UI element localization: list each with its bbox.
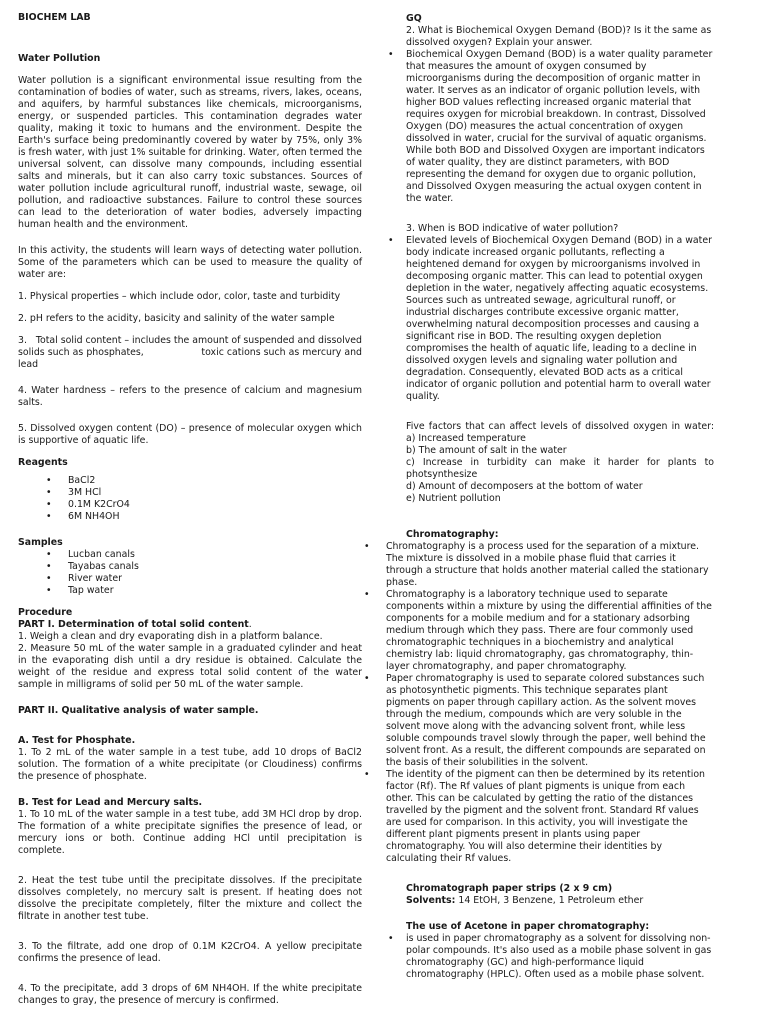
right-column (384, 13, 714, 981)
testB-step-2: 2. Heat the test tube until the precipitate dissolves. If the precipitate dissolves completely, no mercury salt is present. If heating does not dissolve the precipitate completely, filter the mixture and collect the filtrate in another test tube. (18, 875, 362, 922)
testB-title: B. Test for Lead and Mercury salts. (18, 797, 203, 808)
chromatography-title: Chromatography: (406, 529, 499, 540)
list-item: • The identity of the pigment can then be determined by its retention factor (Rf). The Rf values of plant pigments is unique from each other. This can be calculated by getting the ratio of the distances travelled by the pigment and the solvent front. Standard Rf values are used for comparison. In this activity, you will investigate the different plant pigments present in plants using paper chromatography. You will also determine their identities by calculating their Rf values. (364, 769, 714, 865)
list-item: • 3M HCl (18, 487, 362, 499)
testA-text: 1. To 2 mL of the water sample in a test tube, add 10 drops of BaCl2 solution. The formation of a white precipitate (or Cloudiness) confirms the presence of phosphate. (18, 747, 362, 782)
part2-title: PART II. Qualitative analysis of water sample. (18, 705, 259, 716)
list-item: • 6M NH4OH (18, 511, 362, 523)
part1-step-2: 2. Measure 50 mL of the water sample in a graduated cylinder and heat in the evaporating dish until a dry residue is obtained. Calculate the weight of the residue and express total solid content of the water sample in milligrams of solid per 50 mL of the water sample. (18, 643, 362, 690)
testB-step-4: 4. To the precipitate, add 3 drops of 6M NH4OH. If the white precipitate changes to gray, the presence of mercury is confirmed. (18, 983, 362, 1006)
left-column (18, 12, 365, 1007)
factor-e: e) Nutrient pollution (406, 493, 501, 504)
param-4: 4. Water hardness – refers to the presence of calcium and magnesium salts. (18, 385, 362, 408)
gq-title: GQ (406, 13, 422, 24)
chromatography-list (384, 541, 714, 865)
list-item: • Tayabas canals (18, 561, 362, 573)
doc-title: BIOCHEM LAB (18, 12, 91, 23)
part1-title: PART I. Determination of total solid content (18, 619, 249, 630)
answer-2-list (384, 49, 714, 205)
list-item: • Paper chromatography is used to separate colored substances such as photosynthetic pigments. This technique separates plant pigments on paper through capillary action. As the solvent moves through the medium, compounds which are very soluble in the solvent move along with the advancing solvent front, while less soluble compounds travel slowly through the paper, well behind the solvent front. As a result, the different compounds are separated on the basis of their solubilities in the solvent. (364, 673, 714, 769)
factor-b: b) The amount of salt in the water (406, 445, 567, 456)
acetone-list (384, 933, 714, 981)
samples-list (18, 549, 362, 597)
testB-step-1: 1. To 10 mL of the water sample in a test tube, add 3M HCl drop by drop. The formation of a white precipitate signifies the presence of lead, or mercury ions or both. Continue adding HCl until precipitation is complete. (18, 809, 362, 856)
solvents-label: Solvents: (406, 895, 456, 906)
param-2: 2. pH refers to the acidity, basicity and salinity of the water sample (18, 313, 335, 324)
param-5: 5. Dissolved oxygen content (DO) – presence of molecular oxygen which is supportive of aquatic life. (18, 423, 362, 446)
solvents-line (384, 895, 714, 907)
factor-d: d) Amount of decomposers at the bottom of water (406, 481, 643, 492)
strips-title: Chromatograph paper strips (2 x 9 cm) (406, 883, 613, 894)
factors-intro: Five factors that can affect levels of dissolved oxygen in water: a) Increased temperature (406, 421, 714, 444)
solvents-value: 14 EtOH, 3 Benzene, 1 Petroleum ether (455, 895, 644, 906)
activity-paragraph: In this activity, the students will learn ways of detecting water pollution. Some of the parameters which can be used to measure the quality of water are: (18, 245, 362, 280)
section-title: Water Pollution (18, 53, 101, 64)
reagents-list (18, 475, 362, 523)
question-3: 3. When is BOD indicative of water pollution? (406, 223, 619, 234)
part1-step-1: 1. Weigh a clean and dry evaporating dish in a platform balance. (18, 631, 323, 642)
list-item: • Lucban canals (18, 549, 362, 561)
acetone-title: The use of Acetone in paper chromatography: (406, 921, 650, 932)
answer-3-list (384, 235, 714, 403)
testB-step-3: 3. To the filtrate, add one drop of 0.1M K2CrO4. A yellow precipitate confirms the presence of lead. (18, 941, 362, 964)
list-item: • 0.1M K2CrO4 (18, 499, 362, 511)
factor-c: c) Increase in turbidity can make it harder for plants to photsynthesize (406, 457, 714, 480)
list-item: • River water (18, 573, 362, 585)
list-item: • Chromatography is a laboratory technique used to separate components within a mixture by using the differential affinities of the components for a mobile medium and for a stationary adsorbing medium through which they pass. There are four commonly used chromatographic techniques in a biochemistry and analytical chemistry lab: liquid chromatography, gas chromatography, thin-layer chromatography, and paper chromatography. (364, 589, 714, 673)
list-item: • BaCl2 (18, 475, 362, 487)
list-item: • Tap water (18, 585, 362, 597)
part1-dot: . (248, 619, 252, 630)
list-item: • Chromatography is a process used for the separation of a mixture. The mixture is dissolved in a mobile phase fluid that carries it through a structure that holds another material called the stationary phase. (364, 541, 714, 589)
acetone-bullet: • is used in paper chromatography as a solvent for dissolving non-polar compounds. It's also used as a mobile phase solvent in gas chromatography (GC) and high-performance liquid chromatography (HPLC). Often used as a mobile phase solvent. (384, 933, 714, 981)
reagents-title: Reagents (18, 457, 68, 468)
intro-paragraph: Water pollution is a significant environmental issue resulting from the contamination of bodies of water, such as streams, rivers, lakes, oceans, and aquifers, by harmful substances like chemicals, microorganisms, energy, or suspended particles. This contamination degrades water quality, making it toxic to humans and the environment. Despite the Earth's surface being predominantly covered by water by 75%, only 3% is fresh water, with just 1% suitable for drinking. Water, often termed the universal solvent, can dissolve many compounds, including essential salts and minerals, but it can also carry toxic substances. Sources of water pollution include agricultural runoff, industrial waste, sewage, oil pollution, and radioactive substances. Failure to control these sources can lead to the deterioration of water bodies, adversely impacting human health and the environment. (18, 75, 362, 230)
param-1: 1. Physical properties – which include odor, color, taste and turbidity (18, 291, 341, 302)
answer-3: • Elevated levels of Biochemical Oxygen Demand (BOD) in a water body indicate increased organic pollutants, reflecting a heightened demand for oxygen by microorganisms involved in decomposing organic matter. This can lead to potential oxygen depletion in the water, negatively affecting aquatic ecosystems. Sources such as untreated sewage, agricultural runoff, or industrial discharges contribute excessive organic matter, overwhelming natural decomposition processes and causing a significant rise in BOD. The resulting oxygen depletion compromises the health of aquatic life, leading to a decline in dissolved oxygen levels and signaling water pollution and degradation. Consequently, elevated BOD acts as a critical indicator of organic pollution and potential harm to overall water quality. (384, 235, 714, 403)
question-2: 2. What is Biochemical Oxygen Demand (BOD)? Is it the same as dissolved oxygen? Explain your answer. (406, 25, 712, 48)
testA-title: A. Test for Phosphate. (18, 735, 136, 746)
part1-heading (18, 619, 362, 631)
answer-2: • Biochemical Oxygen Demand (BOD) is a water quality parameter that measures the amount of oxygen consumed by microorganisms during the decomposition of organic matter in water. It serves as an indicator of organic pollution levels, with higher BOD values reflecting increased organic material that requires oxygen for microbial breakdown. In contrast, Dissolved Oxygen (DO) measures the actual concentration of oxygen dissolved in water, crucial for the survival of aquatic organisms. While both BOD and Dissolved Oxygen are important indicators of water quality, they are distinct parameters, with BOD representing the demand for oxygen due to organic pollution, and Dissolved Oxygen measuring the actual oxygen content in the water. (384, 49, 714, 205)
procedure-title: Procedure (18, 607, 73, 618)
samples-title: Samples (18, 537, 63, 548)
param-3: 3. Total solid content – includes the amount of suspended and dissolved solids such as phosphates, toxic cations such as mercury and lead (18, 335, 365, 370)
